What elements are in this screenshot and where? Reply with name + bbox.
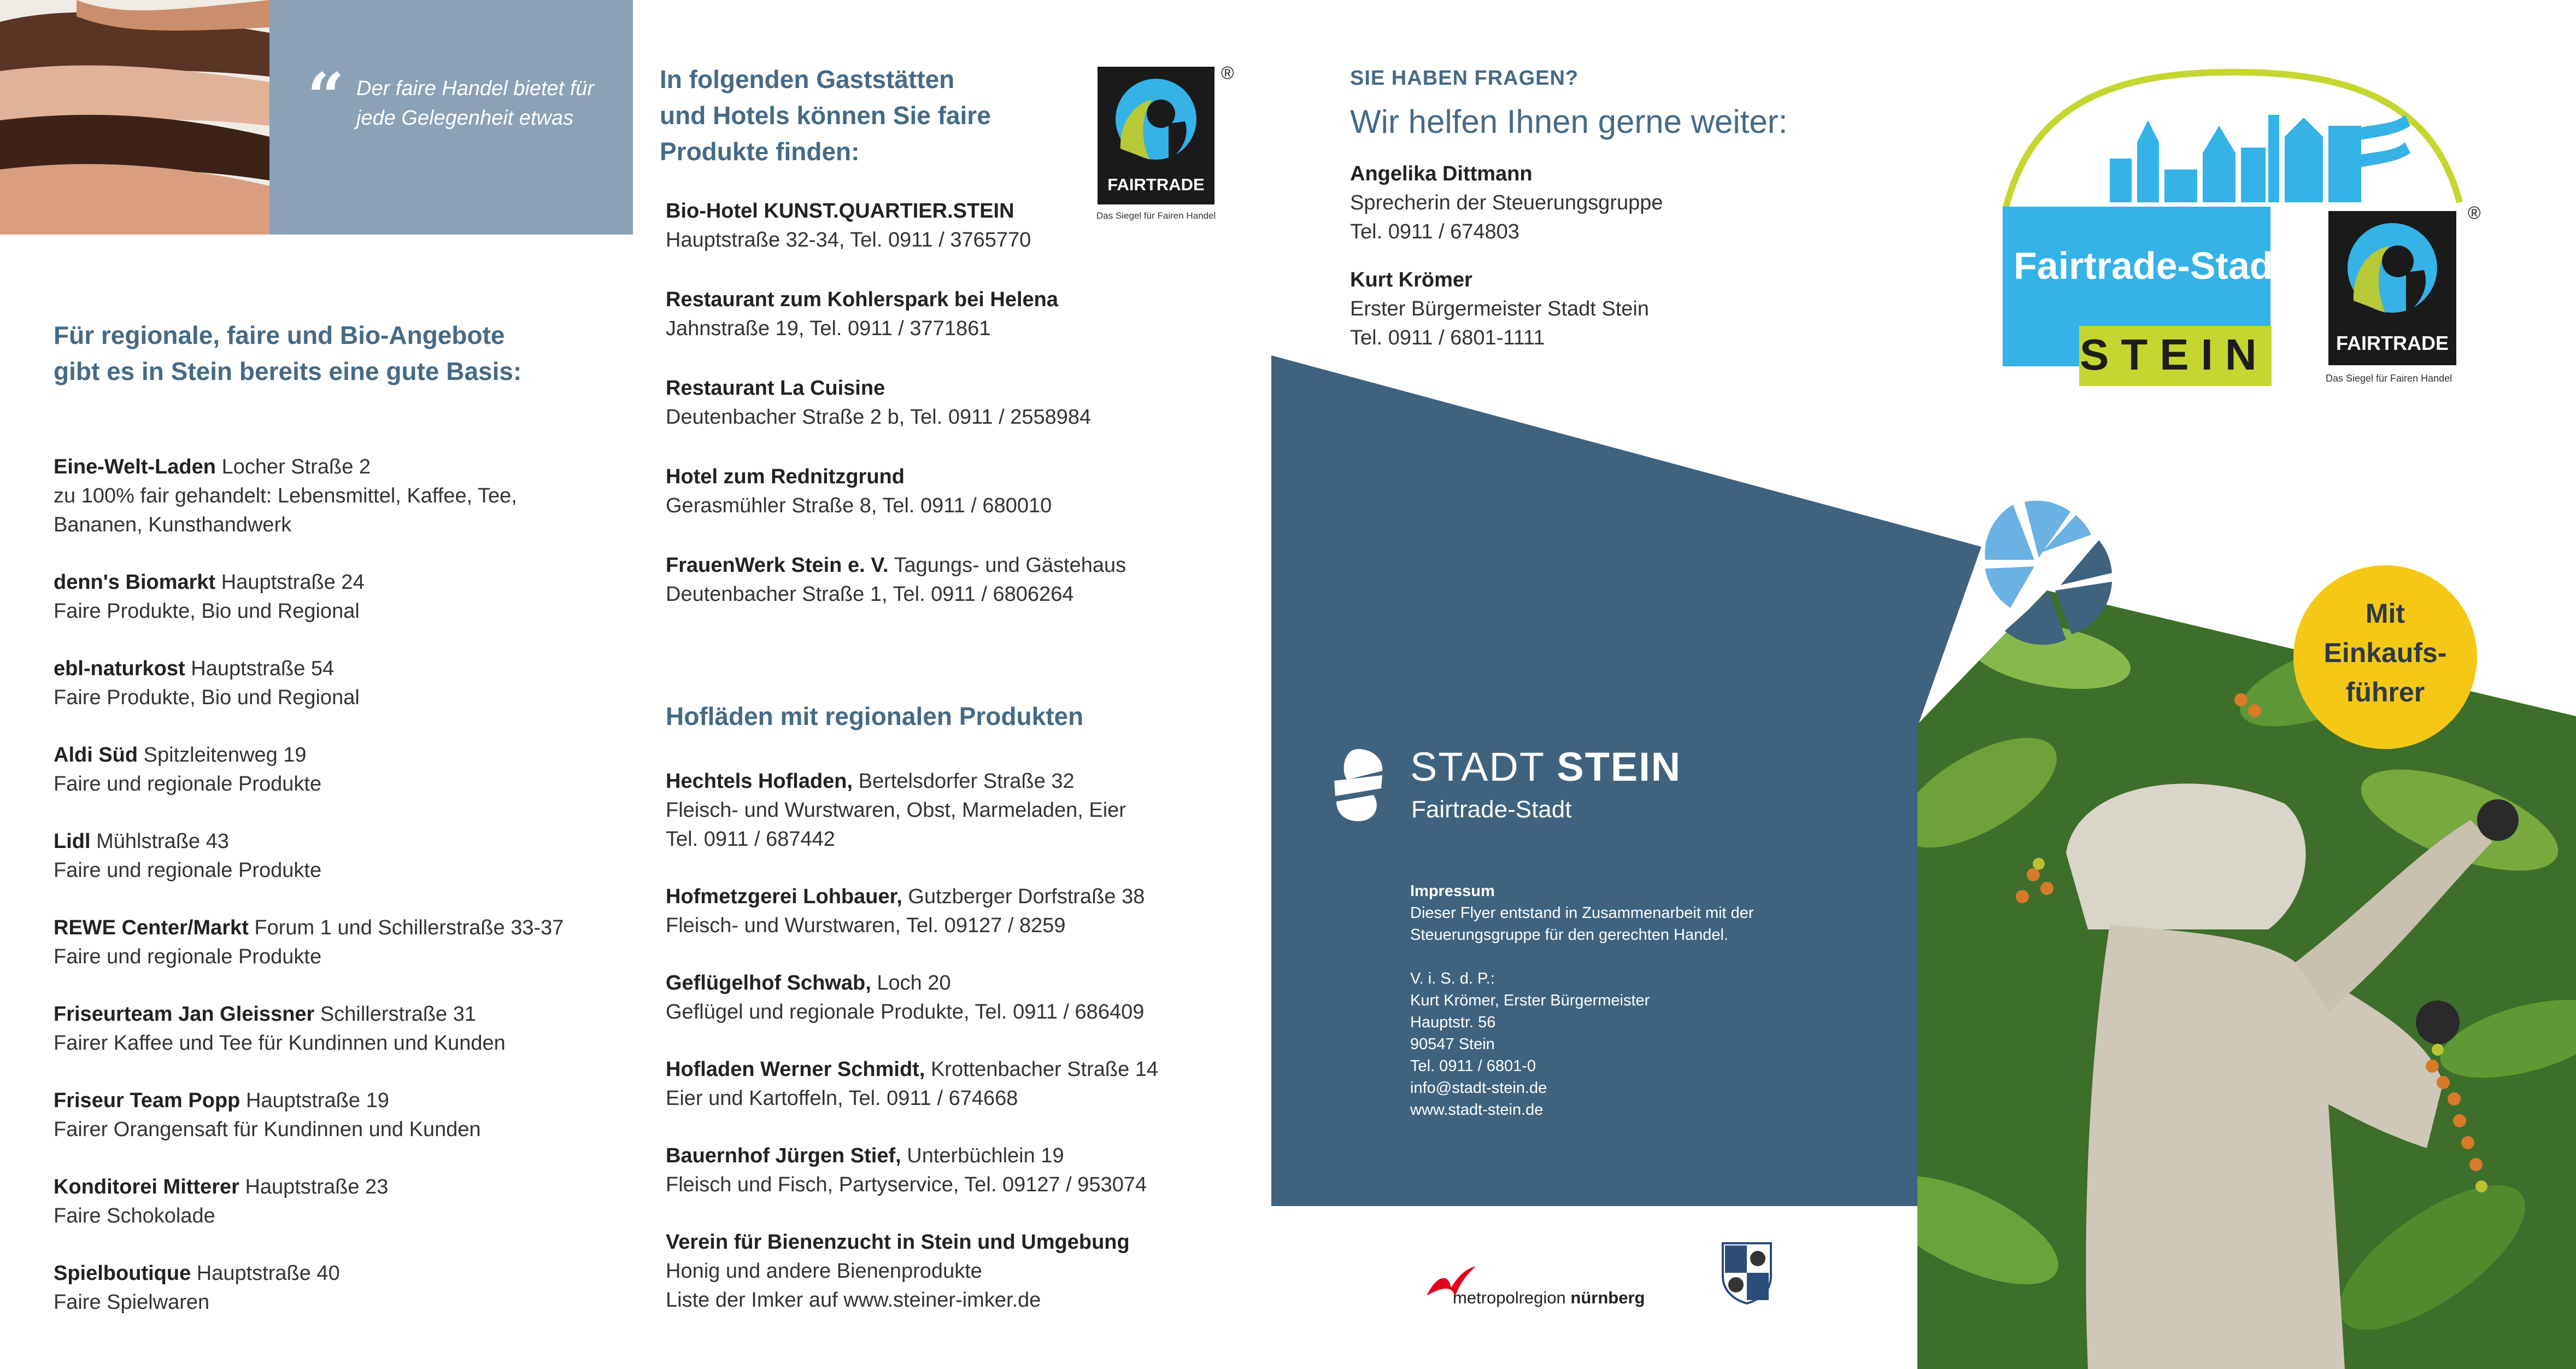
impressum-title: Impressum [1410, 882, 1495, 900]
stadt-subtitle: Fairtrade-Stadt [1411, 796, 1572, 823]
metropolregion-wordmark [1453, 1288, 1645, 1308]
impressum-street: Hauptstr. 56 [1410, 1014, 1496, 1031]
entry-name: REWE Center/Markt [54, 916, 249, 939]
cover-fairtrade-caption: Das Siegel für Fairen Handel [2326, 373, 2452, 384]
fairtrade-stadt-title: Fairtrade-Stadt [2014, 244, 2286, 287]
coat-of-arms-icon [1721, 1241, 1773, 1304]
entry-name: Spielboutique [54, 1262, 191, 1285]
contact-role: Sprecherin der Steuerungsgruppe [1350, 191, 1663, 214]
entry-address: Hauptstraße 19 [245, 1089, 389, 1112]
entry-desc: Fairer Orangensaft für Kundinnen und Kunden [54, 1118, 481, 1141]
stein-word: STEIN [1557, 744, 1682, 789]
stadt-word: STADT [1410, 744, 1545, 789]
entry-name: Lidl [54, 830, 91, 853]
entry-desc: Hauptstraße 32-34, Tel. 0911 / 3765770 [666, 229, 1031, 251]
impressum-text-1: Dieser Flyer entstand in Zusammenarbeit mit der [1410, 904, 1754, 922]
entry-address: Schillerstraße 31 [320, 1003, 477, 1026]
entry-desc: Fleisch- und Wurstwaren, Obst, Marmeladen, Eier [666, 799, 1126, 822]
entry-address: Hauptstraße 23 [245, 1175, 389, 1198]
entry-name: Bauernhof Jürgen Stief, [666, 1144, 901, 1167]
entry-desc-2: Liste der Imker auf www.steiner-imker.de [666, 1289, 1041, 1312]
impressum-text-2: Steuerungsgruppe für den gerechten Handel. [1410, 926, 1729, 944]
entry-name: Konditorei Mitterer [54, 1175, 239, 1198]
contact-name: Angelika Dittmann [1350, 162, 1533, 185]
entry-desc: Fairer Kaffee und Tee für Kundinnen und Kunden [54, 1032, 506, 1055]
entry-desc: Jahnstraße 19, Tel. 0911 / 3771861 [666, 317, 991, 340]
entry-desc: Faire und regionale Produkte [54, 859, 322, 882]
entry-name: Aldi Süd [54, 744, 138, 767]
entry-address: Gutzberger Dorfstraße 38 [908, 885, 1145, 908]
entry-desc: Faire und regionale Produkte [54, 773, 322, 795]
entry-desc: Deutenbacher Straße 2 b, Tel. 0911 / 2558984 [666, 406, 1092, 429]
entry-desc: Faire Spielwaren [54, 1291, 210, 1314]
entry-name: Restaurant zum Kohlerspark bei Helena [666, 288, 1058, 311]
entry-desc: Geflügel und regionale Produkte, Tel. 0911 / 686409 [666, 1001, 1145, 1023]
entry-address: Forum 1 und Schillerstraße 33-37 [254, 916, 564, 939]
help-title: Wir helfen Ihnen gerne weiter: [1350, 103, 1788, 140]
einkaufsfuehrer-badge-text [2293, 594, 2477, 712]
quote-mark-icon: “ [307, 58, 344, 134]
stadt-stein-wordmark [1410, 744, 1681, 790]
fairtrade-caption: Das Siegel für Fairen Handel [1096, 210, 1216, 221]
stadt-stein-logo-icon [1331, 747, 1386, 823]
entry-name: Hotel zum Rednitzgrund [666, 465, 905, 488]
entry-name: Hechtels Hofladen, [666, 770, 853, 793]
entry-name: Hofmetzgerei Lohbauer, [666, 885, 902, 908]
metro-word: metropolregion [1453, 1288, 1566, 1307]
contact-tel: Tel. 0911 / 674803 [1350, 220, 1519, 243]
entry-address: Tagungs- und Gästehaus [894, 554, 1126, 577]
impressum [1410, 880, 1804, 1121]
impressum-tel: Tel. 0911 / 6801-0 [1410, 1057, 1536, 1075]
badge-line-1: Mit [2365, 598, 2405, 629]
entry-name: FrauenWerk Stein e. V. [666, 554, 889, 577]
stein-title: STEIN [2080, 330, 2269, 379]
entry-desc: zu 100% fair gehandelt: Lebensmittel, Kaffee, Tee, Bananen, Kunsthandwerk [54, 484, 517, 536]
contact-tel: Tel. 0911 / 6801-1111 [1350, 326, 1545, 349]
entry-address: Hauptstraße 24 [221, 571, 365, 594]
entry-desc: Faire Produkte, Bio und Regional [54, 600, 360, 623]
impressum-email: info@stadt-stein.de [1410, 1079, 1547, 1097]
entry-name: denn's Biomarkt [54, 571, 216, 594]
contact-item [1350, 266, 1842, 353]
entry-address: Hauptstraße 54 [191, 657, 335, 680]
cover-registered-mark: ® [2468, 203, 2481, 223]
entry-name: Restaurant La Cuisine [666, 377, 885, 400]
contact-name: Kurt Krömer [1350, 268, 1472, 291]
registered-mark: ® [1221, 63, 1234, 83]
entry-address: Spitzleitenweg 19 [143, 744, 307, 767]
contact-role: Erster Bürgermeister Stadt Stein [1350, 297, 1649, 320]
entry-desc: Faire Produkte, Bio und Regional [54, 686, 360, 709]
impressum-person: Kurt Krömer, Erster Bürgermeister [1410, 992, 1650, 1009]
entry-address: Locher Straße 2 [221, 455, 371, 478]
entry-desc: Faire Schokolade [54, 1204, 215, 1227]
entry-address: Hauptstraße 40 [196, 1262, 340, 1285]
cover-fairtrade-label: FAIRTRADE [2336, 332, 2449, 354]
entry-name: Geflügelhof Schwab, [666, 972, 871, 994]
entry-name: ebl-naturkost [54, 657, 185, 680]
entry-address: Krottenbacher Straße 14 [930, 1058, 1159, 1081]
nuernberg-word: nürnberg [1570, 1288, 1645, 1307]
entry-name: Eine-Welt-Laden [54, 455, 216, 478]
contact-item [1350, 160, 1842, 247]
entry-address: Mühlstraße 43 [96, 830, 229, 853]
entry-name: Bio-Hotel KUNST.QUARTIER.STEIN [666, 200, 1014, 223]
entry-desc: Fleisch- und Wurstwaren, Tel. 09127 / 8259 [666, 914, 1066, 937]
entry-address: Unterbüchlein 19 [907, 1144, 1064, 1167]
questions-kicker: SIE HABEN FRAGEN? [1350, 67, 1579, 90]
entry-desc-2: Tel. 0911 / 687442 [666, 828, 835, 851]
entry-address: Loch 20 [877, 972, 951, 994]
panel1-heading: Für regionale, faire und Bio-Angebote gibt es in Stein bereits eine gute Basis: [54, 321, 522, 385]
entry-desc: Eier und Kartoffeln, Tel. 0911 / 674668 [666, 1087, 1018, 1110]
quote-text: Der faire Handel bietet für jede Gelegenheit etwas [356, 77, 595, 130]
entry-desc: Fleisch und Fisch, Partyservice, Tel. 09127 / 953074 [666, 1173, 1147, 1196]
entry-name: Hofladen Werner Schmidt, [666, 1058, 925, 1081]
fairtrade-label: FAIRTRADE [1107, 175, 1205, 194]
entry-name: Friseur Team Popp [54, 1089, 240, 1112]
contact-list [1350, 160, 1842, 372]
entry-name: Friseurteam Jan Gleissner [54, 1003, 315, 1026]
entry-desc: Gerasmühler Straße 8, Tel. 0911 / 680010 [666, 494, 1052, 517]
entry-desc: Deutenbacher Straße 1, Tel. 0911 / 6806264 [666, 583, 1074, 606]
farm-shops-heading: Hofläden mit regionalen Produkten [666, 702, 1084, 730]
badge-line-3: führer [2345, 677, 2425, 707]
entry-desc: Faire und regionale Produkte [54, 945, 322, 968]
entry-name: Verein für Bienenzucht in Stein und Umgebung [666, 1231, 1130, 1254]
impressum-city: 90547 Stein [1410, 1035, 1495, 1053]
impressum-visdp: V. i. S. d. P.: [1410, 970, 1495, 987]
entry-desc: Honig und andere Bienenprodukte [666, 1260, 982, 1283]
badge-line-2: Einkaufs- [2323, 637, 2447, 668]
impressum-web: www.stadt-stein.de [1410, 1101, 1544, 1119]
panel2-heading: In folgenden Gaststätten und Hotels können Sie faire Produkte finden: [660, 65, 991, 166]
entry-address: Bertelsdorfer Straße 32 [858, 770, 1075, 793]
